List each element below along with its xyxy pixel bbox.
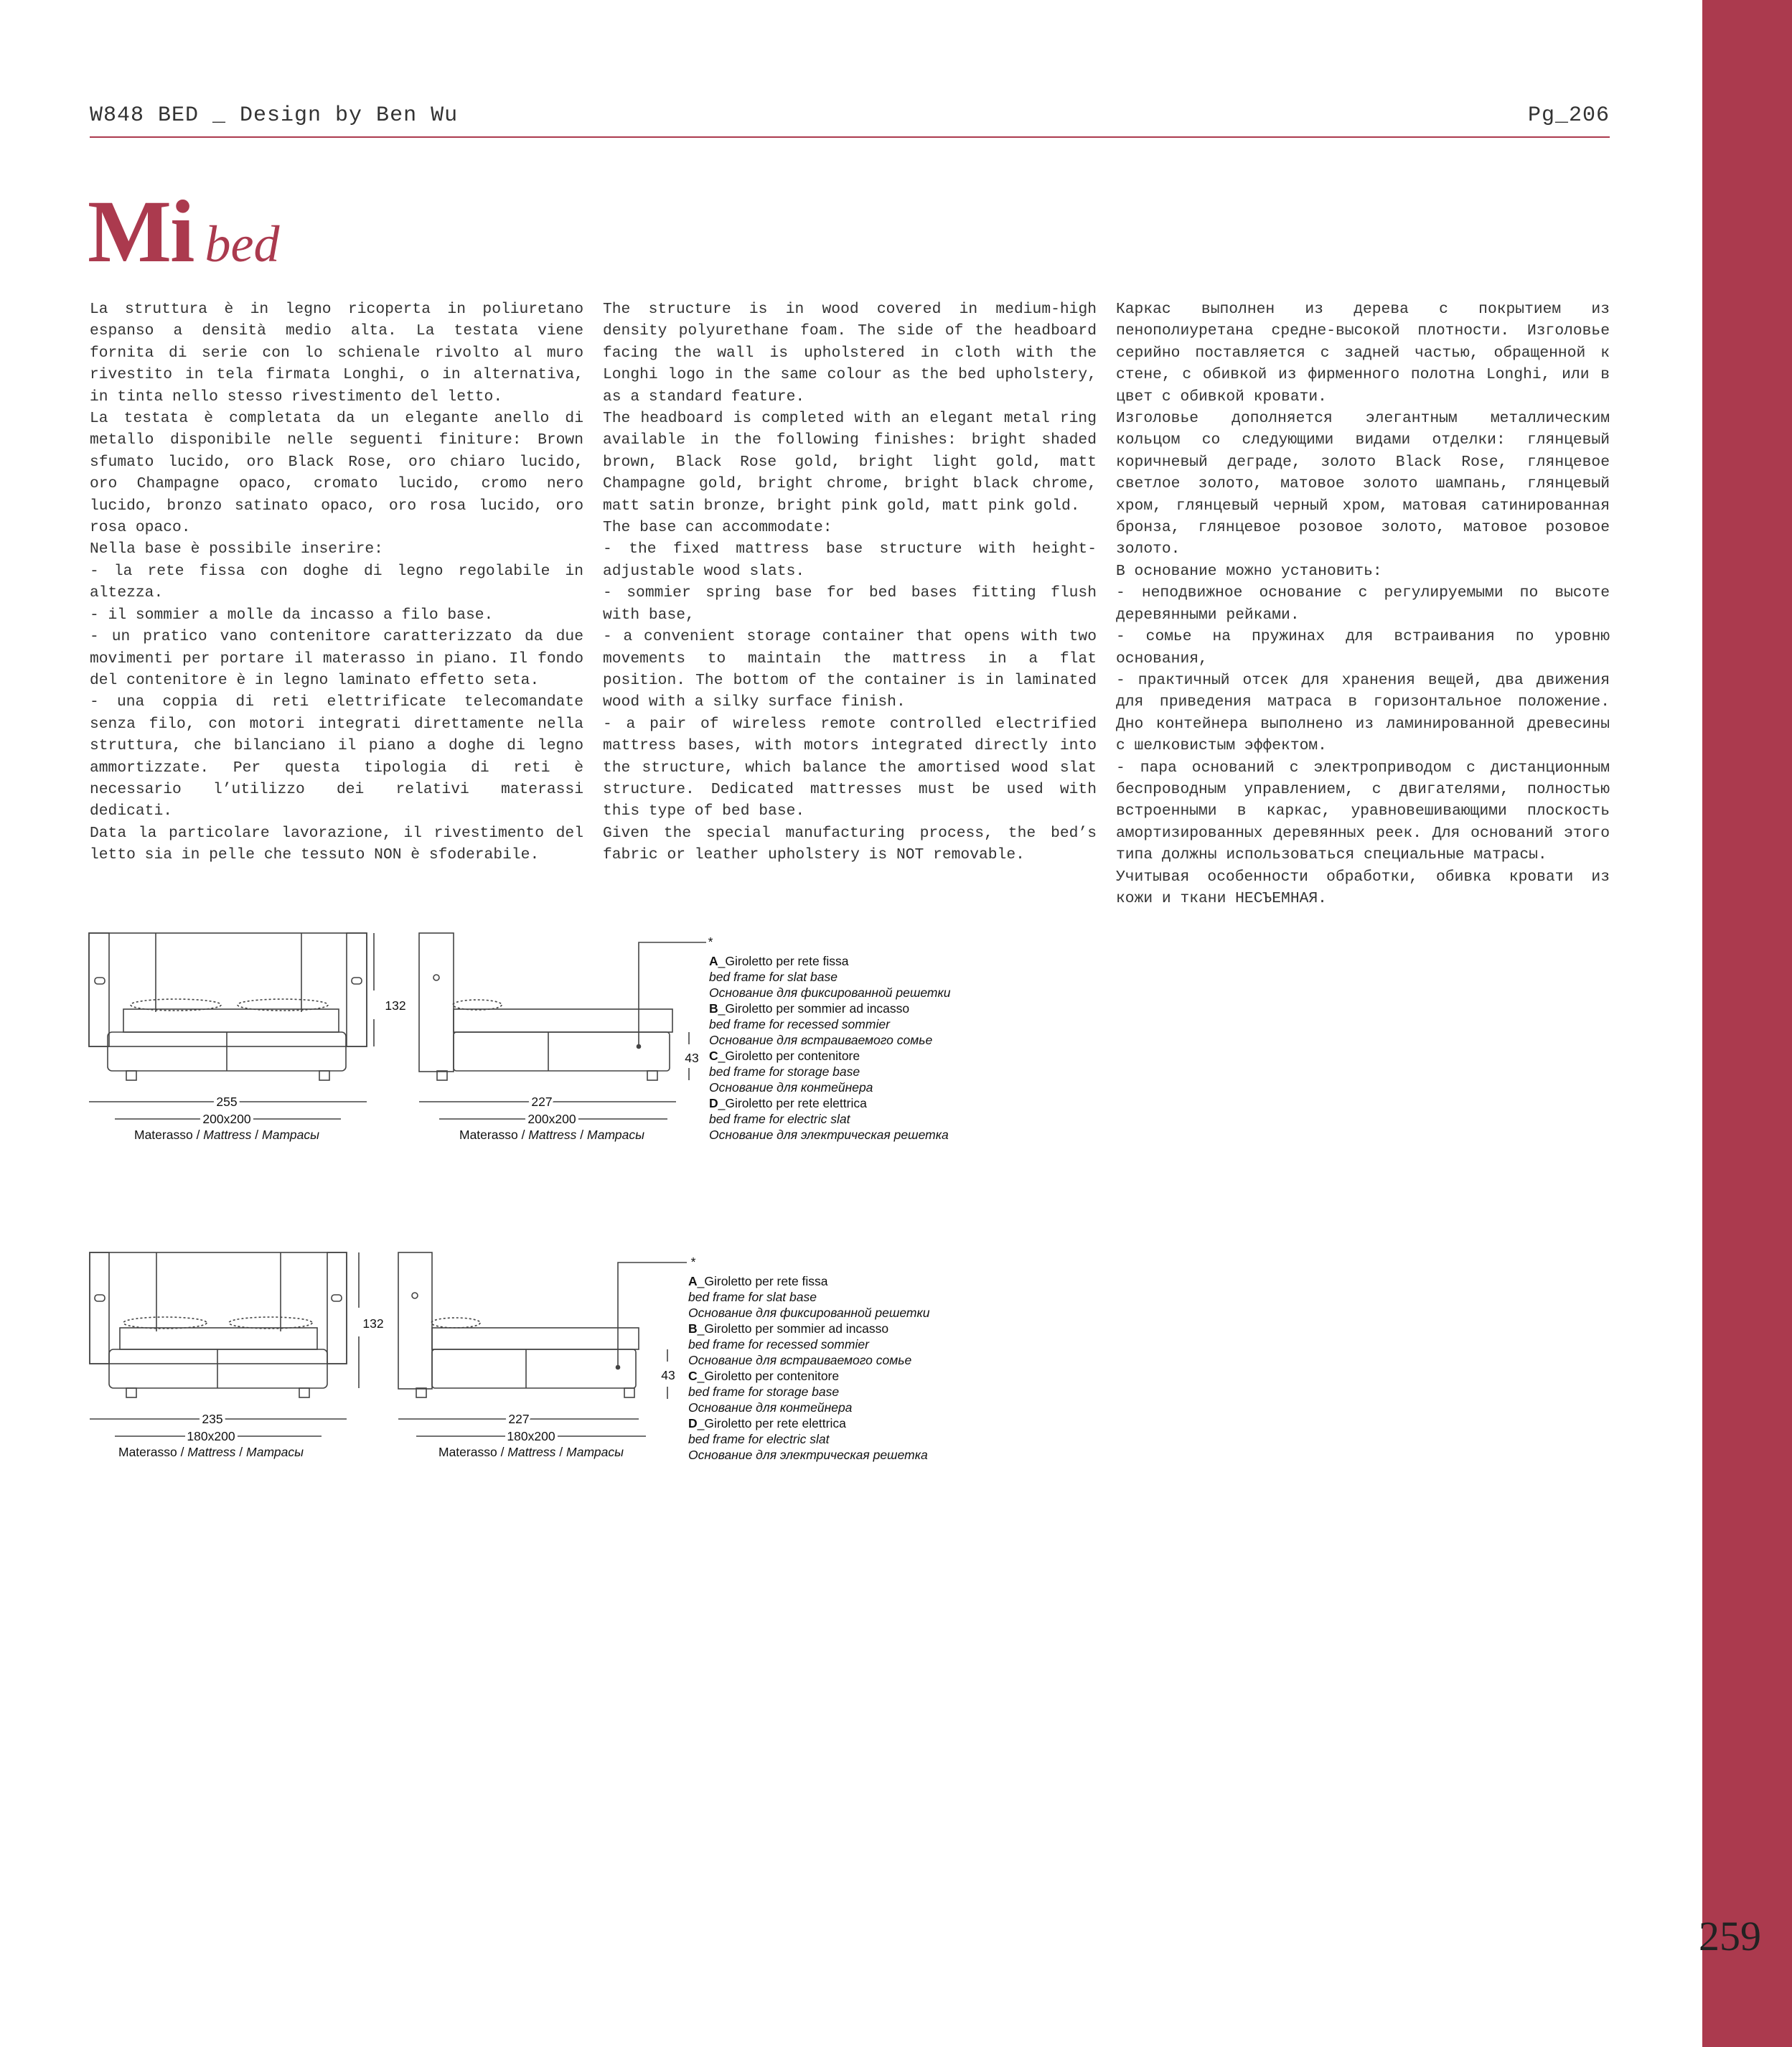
mattress-caption: Materasso / Mattress / Матрасы (118, 1445, 304, 1459)
legend-b: B_Giroletto per sommier ad incasso (709, 1001, 910, 1016)
list-item: - sommier spring base for bed bases fitting flush with base, (603, 584, 1097, 624)
legend-b-en: bed frame for recessed sommier (688, 1337, 869, 1352)
front-view-bed-icon (89, 933, 367, 1119)
product-type: bed (205, 215, 280, 273)
legend-b: B_Giroletto per sommier ad incasso (688, 1321, 889, 1336)
legend-c-ru: Основание для контейнера (709, 1080, 873, 1095)
legend-d: D_Giroletto per rete elettrica (709, 1096, 867, 1110)
page-number: 259 (1699, 1913, 1761, 1959)
legend-c-en: bed frame for storage base (709, 1064, 860, 1079)
product-name: Mi (88, 182, 194, 281)
legend-d-ru: Основание для электрическая решетка (709, 1128, 949, 1142)
legend-c: C_Giroletto per contenitore (709, 1049, 860, 1063)
list-item: - практичный отсек для хранения вещей, два движения для приведения матраса в горизонтальное положение. Дно контейнера выполнено из ламинированной древесины с шелковистым эффектом. (1116, 671, 1610, 755)
list-item: - la rete fissa con doghe di legno regolabile in altezza. (90, 562, 583, 602)
header-product-title: W848 BED _ Design by Ben Wu (90, 103, 459, 128)
legend-a: A_Giroletto per rete fissa (688, 1274, 828, 1288)
mattress-size-label: 180x200 (507, 1429, 555, 1443)
paragraph: La struttura è in legno ricoperta in poliuretano espanso a densità medio alta. La testata viene fornita di serie con lo schienale rivolto al muro rivestito in tela firmata Longhi, o in alternativa, in tinta nello stesso rivestimento del letto. (90, 301, 583, 406)
diagram-1 (89, 933, 706, 1119)
legend-a-ru: Основание для фиксированной решетки (709, 985, 951, 1000)
legend-a-en: bed frame for slat base (688, 1290, 817, 1304)
mattress-size-label: 200x200 (202, 1112, 251, 1126)
mattress-size-label: 180x200 (187, 1429, 235, 1443)
base-height-label: 43 (661, 1368, 675, 1382)
front-width-label: 255 (216, 1095, 238, 1109)
legend-d-en: bed frame for electric slat (709, 1112, 850, 1126)
height-label: 132 (362, 1316, 384, 1331)
paragraph: Nella base è possibile inserire: (90, 540, 383, 558)
mattress-caption: Materasso / Mattress / Матрасы (459, 1128, 644, 1142)
side-depth-label: 227 (531, 1095, 553, 1109)
list-item: - a convenient storage container that opens with two movements to maintain the mattress in a flat position. The bottom of the container is in laminated wood with a silky surface finish. (603, 628, 1097, 711)
paragraph: Data la particolare lavorazione, il rivestimento del letto sia in pelle che tessuto NON è sfoderabile. (90, 824, 583, 864)
paragraph: La testata è completata da un elegante anello di metallo disponibile nelle seguenti finiture: Brown sfumato lucido, oro Black Rose, oro chiaro lucido, oro Champagne opaco, cromato lucido, cromo nero lucido, bronzo satinato opaco, oro rosa lucido, oro rosa opaco. (90, 410, 583, 537)
side-view-bed-icon (419, 933, 689, 1119)
paragraph: The headboard is completed with an elegant metal ring available in the following finishes: bright shaded brown, Black Rose gold, bright light gold, matt Champagne gold, bright chrome, bright black chrome, matt satin bronze, bright pink gold, matt pink gold. (603, 410, 1097, 515)
height-label: 132 (385, 998, 406, 1013)
legend-b-ru: Основание для встраиваемого сомье (688, 1353, 912, 1367)
legend-d-ru: Основание для электрическая решетка (688, 1448, 928, 1462)
paragraph: Учитывая особенности обработки, обивка кровати из кожи и ткани НЕСЪЕМНАЯ. (1116, 868, 1610, 907)
paragraph: Каркас выполнен из дерева с покрытием из пенополиуретана средне-высокой плотности. Изголовье серийно поставляется с задней частью, обращенной к стене, с обивкой из фирменного полотна Longhi, или в цвет с обивкой кровати. (1116, 301, 1610, 406)
list-item: - il sommier a molle da incasso a filo base. (90, 606, 494, 624)
list-item: - a pair of wireless remote controlled electrified mattress bases, with motors integrated directly into the structure, which balance the amortised wood slat structure. Dedicated mattresses must be used with this type of bed base. (603, 715, 1097, 820)
paragraph: Given the special manufacturing process, the bed’s fabric or leather upholstery is NOT removable. (603, 824, 1097, 864)
list-item: - un pratico vano contenitore caratterizzato da due movimenti per portare il materasso in piano. Il fondo del contenitore è in legno laminato effetto seta. (90, 628, 583, 689)
side-view-bed-icon (398, 1252, 667, 1436)
legend-d: D_Giroletto per rete elettrica (688, 1416, 846, 1430)
diagram-1-labels (134, 934, 951, 1142)
base-height-label: 43 (685, 1051, 699, 1065)
legend-b-en: bed frame for recessed sommier (709, 1017, 890, 1031)
front-width-label: 235 (202, 1412, 223, 1426)
paragraph: В основание можно установить: (1116, 562, 1382, 580)
legend-d-en: bed frame for electric slat (688, 1432, 830, 1446)
legend-1 (709, 954, 951, 1142)
list-item: - неподвижное основание с регулируемыми по высоте деревянными рейками. (1116, 584, 1610, 624)
asterisk-mark: * (708, 934, 713, 949)
legend-b-ru: Основание для встраиваемого сомье (709, 1033, 933, 1047)
list-item: - сомье на пружинах для встраивания по уровню основания, (1116, 628, 1610, 668)
diagram-2-labels (118, 1255, 930, 1462)
list-item: - пара оснований с электроприводом с дистанционным беспроводным управлением, с двигателями, полностью встроенными в каркас, уравновешивающими плоскость амортизированных деревянных реек. Для оснований этого типа должны использоваться специальные матрасы. (1116, 759, 1610, 864)
legend-a-en: bed frame for slat base (709, 970, 838, 984)
legend-2 (688, 1274, 930, 1462)
legend-a: A_Giroletto per rete fissa (709, 954, 849, 968)
diagram-2 (90, 1252, 687, 1436)
list-item: - the fixed mattress base structure with height-adjustable wood slats. (603, 540, 1097, 580)
header-page-code: Pg_206 (1527, 103, 1610, 128)
legend-c: C_Giroletto per contenitore (688, 1369, 840, 1383)
paragraph: Изголовье дополняется элегантным металлическим кольцом со следующими видами отделки: глянцевый коричневый деграде, золото Black Rose, глянцевое светлое золото, матовое золото шампань, глянцевый хром, глянцевый черный хром, матовая сатинированная бронза, глянцевое розовое золото, матовое розовое золото. (1116, 410, 1610, 558)
paragraph: The structure is in wood covered in medium-high density polyurethane foam. The side of the headboard facing the wall is upholstered in cloth with the Longhi logo in the same colour as the bed upholstery, as a standard feature. (603, 301, 1097, 406)
legend-c-ru: Основание для контейнера (688, 1400, 853, 1415)
list-item: - una coppia di reti elettrificate telecomandate senza filo, con motori integrati direttamente nella struttura, che bilanciano il piano a doghe di legno ammortizzate. Per questa tipologia di reti è necessario l’utilizzo dei relativi materassi dedicati. (90, 693, 583, 820)
side-depth-label: 227 (508, 1412, 530, 1426)
asterisk-mark: * (690, 1255, 696, 1269)
mattress-caption: Materasso / Mattress / Матрасы (438, 1445, 624, 1459)
paragraph: The base can accommodate: (603, 519, 832, 537)
front-view-bed-icon (90, 1252, 347, 1436)
legend-c-en: bed frame for storage base (688, 1385, 840, 1399)
mattress-size-label: 200x200 (527, 1112, 576, 1126)
legend-a-ru: Основание для фиксированной решетки (688, 1306, 930, 1320)
mattress-caption: Materasso / Mattress / Матрасы (134, 1128, 319, 1142)
